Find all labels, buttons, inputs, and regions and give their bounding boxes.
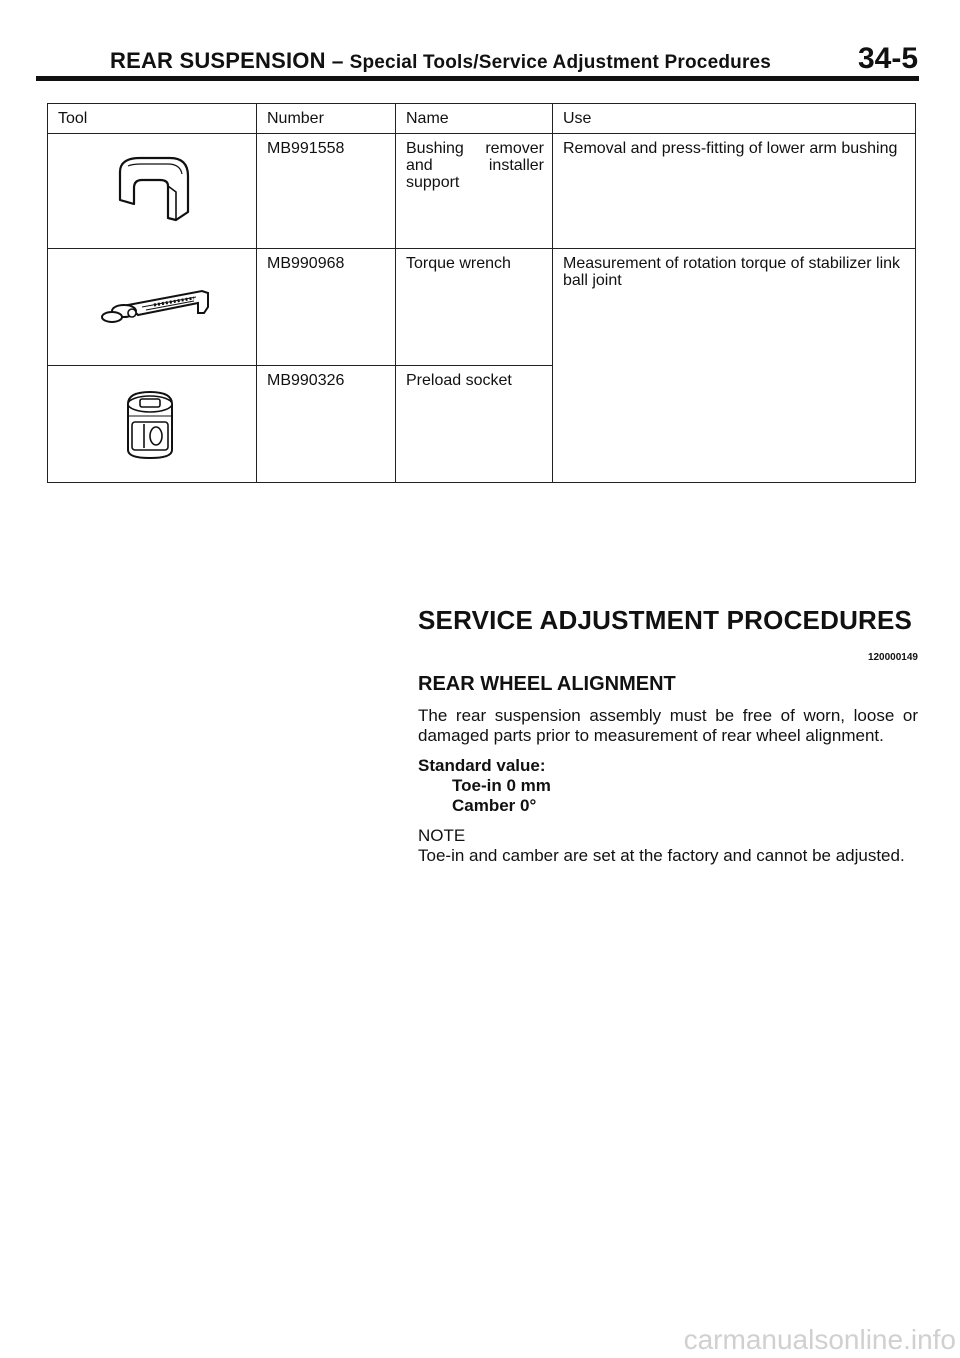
tool-name: Bushing remover and installer support — [396, 134, 553, 249]
subheading: REAR WHEEL ALIGNMENT — [418, 673, 676, 695]
page-title: REAR SUSPENSION – Special Tools/Service Adjustment Procedures — [110, 48, 772, 73]
watermark: carmanualsonline.info — [683, 1324, 956, 1355]
document-code: 120000149 — [867, 652, 918, 663]
tool-image-cell — [48, 366, 257, 483]
intro-paragraph: The rear suspension assembly must be free of worn, loose or damaged parts prior to measurement of rear wheel alignment. — [418, 706, 918, 745]
tool-image-cell — [48, 134, 257, 249]
header-name: Name — [396, 104, 553, 134]
service-adjustment-section — [418, 605, 918, 866]
bushing-support-icon — [112, 152, 192, 234]
header-rule — [36, 76, 919, 81]
tool-number: MB990968 — [257, 249, 396, 366]
standard-value-toe-in: Toe-in 0 mm — [452, 776, 551, 795]
tool-image-cell — [48, 249, 257, 366]
standard-value-camber: Camber 0° — [452, 796, 537, 815]
tool-name: Torque wrench — [396, 249, 553, 366]
tool-use: Measurement of rotation torque of stabilizer link ball joint — [553, 249, 916, 483]
tool-number: MB990326 — [257, 366, 396, 483]
tool-name: Preload socket — [396, 366, 553, 483]
header-use: Use — [553, 104, 916, 134]
tool-number: MB991558 — [257, 134, 396, 249]
header-number: Number — [257, 104, 396, 134]
table-row — [48, 249, 916, 366]
note-text: Toe-in and camber are set at the factory and cannot be adjusted. — [418, 846, 905, 865]
torque-wrench-icon — [98, 283, 218, 329]
header-tool: Tool — [48, 104, 257, 134]
section-title: SERVICE ADJUSTMENT PROCEDURES — [418, 605, 913, 635]
special-tools-table — [47, 103, 916, 483]
tool-use: Removal and press-fitting of lower arm bushing — [553, 134, 916, 249]
page-number: 34-5 — [857, 42, 918, 75]
standard-value-label: Standard value: — [418, 756, 546, 775]
page-header — [100, 40, 920, 76]
table-row — [48, 134, 916, 249]
note-label: NOTE — [418, 826, 466, 845]
table-header-row — [48, 104, 916, 134]
preload-socket-icon — [122, 386, 178, 462]
